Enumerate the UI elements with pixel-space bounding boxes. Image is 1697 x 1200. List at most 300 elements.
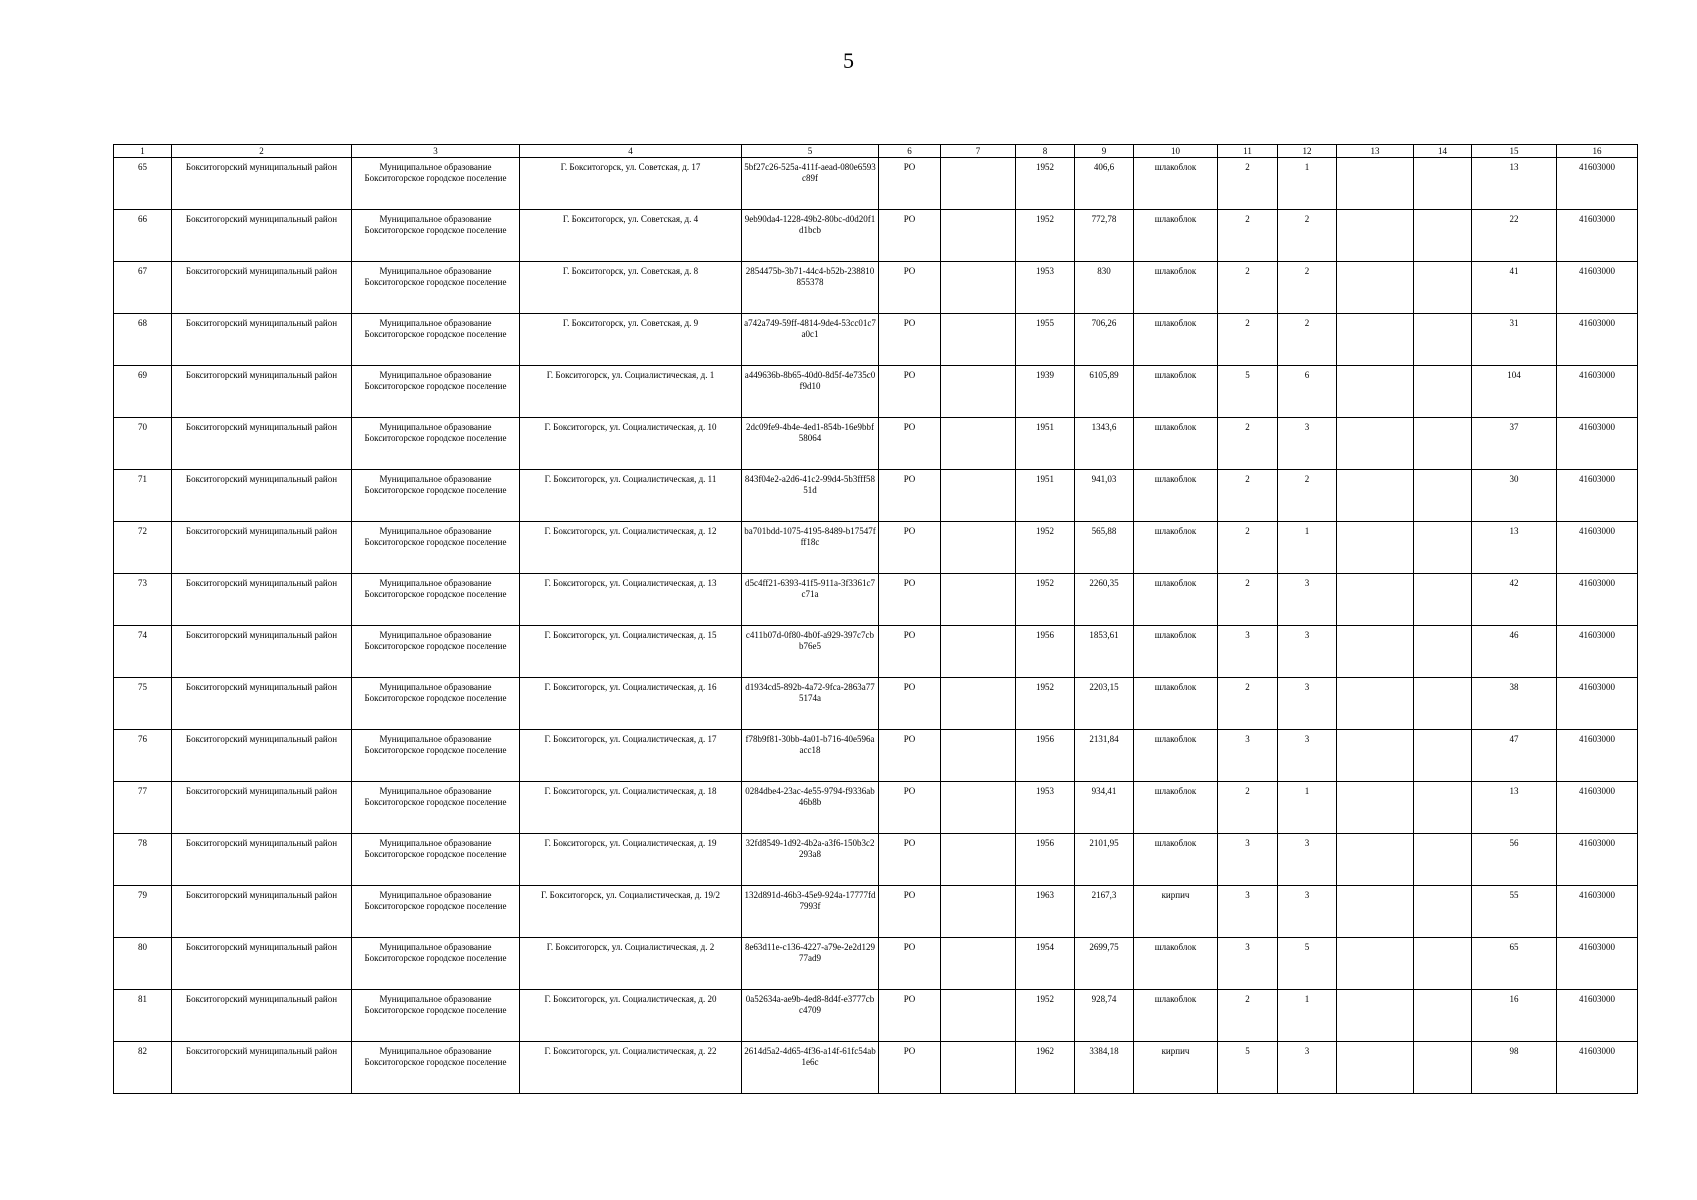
cell-build-year: 1951 (1016, 470, 1075, 522)
cell-oktmo-code: 41603000 (1557, 314, 1638, 366)
cell-col-7 (941, 366, 1016, 418)
column-header-3: 3 (352, 145, 520, 158)
cell-col-7 (941, 626, 1016, 678)
cell-house-guid: a449636b-8b65-40d0-8d5f-4e735c0f9d10 (742, 366, 879, 418)
cell-col-13 (1337, 730, 1414, 782)
cell-residents-count: 31 (1472, 314, 1557, 366)
cell-col-7 (941, 730, 1016, 782)
cell-row-number: 80 (114, 938, 172, 990)
cell-build-year: 1952 (1016, 990, 1075, 1042)
cell-residents-count: 22 (1472, 210, 1557, 262)
cell-wall-material: шлакоблок (1134, 522, 1218, 574)
column-header-1: 1 (114, 145, 172, 158)
cell-municipal-district: Бокситогорский муниципальный район (172, 262, 352, 314)
cell-house-guid: d1934cd5-892b-4a72-9fca-2863a775174a (742, 678, 879, 730)
cell-management-form: РО (879, 262, 941, 314)
cell-residents-count: 30 (1472, 470, 1557, 522)
cell-residents-count: 38 (1472, 678, 1557, 730)
cell-col-14 (1414, 938, 1472, 990)
cell-house-guid: 8e63d11e-c136-4227-a79e-2e2d12977ad9 (742, 938, 879, 990)
cell-management-form: РО (879, 782, 941, 834)
cell-floors-min: 3 (1278, 730, 1337, 782)
cell-wall-material: шлакоблок (1134, 678, 1218, 730)
cell-row-number: 71 (114, 470, 172, 522)
cell-address: Г. Бокситогорск, ул. Советская, д. 17 (520, 158, 742, 210)
column-header-9: 9 (1075, 145, 1134, 158)
cell-floors-max: 2 (1218, 418, 1278, 470)
cell-residents-count: 13 (1472, 782, 1557, 834)
cell-build-year: 1956 (1016, 834, 1075, 886)
cell-wall-material: шлакоблок (1134, 158, 1218, 210)
cell-house-guid: 0a52634a-ae9b-4ed8-8d4f-e3777cbc4709 (742, 990, 879, 1042)
column-header-4: 4 (520, 145, 742, 158)
cell-wall-material: шлакоблок (1134, 782, 1218, 834)
cell-municipal-district: Бокситогорский муниципальный район (172, 314, 352, 366)
cell-municipal-district: Бокситогорский муниципальный район (172, 834, 352, 886)
cell-col-14 (1414, 626, 1472, 678)
cell-residents-count: 13 (1472, 522, 1557, 574)
cell-wall-material: шлакоблок (1134, 470, 1218, 522)
cell-management-form: РО (879, 626, 941, 678)
cell-management-form: РО (879, 366, 941, 418)
column-header-2: 2 (172, 145, 352, 158)
table-row (114, 678, 1638, 730)
cell-oktmo-code: 41603000 (1557, 990, 1638, 1042)
cell-floors-max: 2 (1218, 470, 1278, 522)
column-header-13: 13 (1337, 145, 1414, 158)
cell-build-year: 1953 (1016, 782, 1075, 834)
page-number: 5 (843, 48, 854, 73)
cell-oktmo-code: 41603000 (1557, 1042, 1638, 1094)
cell-wall-material: шлакоблок (1134, 314, 1218, 366)
cell-management-form: РО (879, 938, 941, 990)
column-header-6: 6 (879, 145, 941, 158)
column-header-15: 15 (1472, 145, 1557, 158)
cell-total-area: 2101,95 (1075, 834, 1134, 886)
cell-col-13 (1337, 314, 1414, 366)
cell-municipal-district: Бокситогорский муниципальный район (172, 1042, 352, 1094)
cell-total-area: 565,88 (1075, 522, 1134, 574)
cell-row-number: 67 (114, 262, 172, 314)
cell-row-number: 82 (114, 1042, 172, 1094)
cell-residents-count: 13 (1472, 158, 1557, 210)
cell-total-area: 2131,84 (1075, 730, 1134, 782)
cell-address: Г. Бокситогорск, ул. Советская, д. 8 (520, 262, 742, 314)
cell-total-area: 1853,61 (1075, 626, 1134, 678)
cell-address: Г. Бокситогорск, ул. Социалистическая, д. 22 (520, 1042, 742, 1094)
cell-col-14 (1414, 1042, 1472, 1094)
table-row (114, 262, 1638, 314)
cell-municipal-formation: Муниципальное образование Бокситогорское городское поселение (352, 418, 520, 470)
cell-house-guid: ba701bdd-1075-4195-8489-b17547fff18c (742, 522, 879, 574)
cell-oktmo-code: 41603000 (1557, 730, 1638, 782)
cell-col-14 (1414, 262, 1472, 314)
cell-col-13 (1337, 1042, 1414, 1094)
cell-oktmo-code: 41603000 (1557, 418, 1638, 470)
cell-floors-max: 3 (1218, 886, 1278, 938)
cell-floors-max: 3 (1218, 834, 1278, 886)
cell-management-form: РО (879, 834, 941, 886)
cell-total-area: 2260,35 (1075, 574, 1134, 626)
cell-row-number: 74 (114, 626, 172, 678)
cell-house-guid: 2dc09fe9-4b4e-4ed1-854b-16e9bbf58064 (742, 418, 879, 470)
cell-municipal-formation: Муниципальное образование Бокситогорское городское поселение (352, 834, 520, 886)
cell-total-area: 2203,15 (1075, 678, 1134, 730)
cell-floors-min: 2 (1278, 262, 1337, 314)
cell-col-7 (941, 158, 1016, 210)
cell-build-year: 1952 (1016, 522, 1075, 574)
cell-col-7 (941, 574, 1016, 626)
cell-oktmo-code: 41603000 (1557, 262, 1638, 314)
cell-col-14 (1414, 314, 1472, 366)
cell-row-number: 66 (114, 210, 172, 262)
cell-floors-min: 5 (1278, 938, 1337, 990)
cell-floors-min: 3 (1278, 1042, 1337, 1094)
column-header-7: 7 (941, 145, 1016, 158)
cell-municipal-district: Бокситогорский муниципальный район (172, 626, 352, 678)
cell-build-year: 1955 (1016, 314, 1075, 366)
cell-house-guid: f78b9f81-30bb-4a01-b716-40e596aacc18 (742, 730, 879, 782)
cell-municipal-formation: Муниципальное образование Бокситогорское городское поселение (352, 678, 520, 730)
cell-row-number: 76 (114, 730, 172, 782)
cell-municipal-district: Бокситогорский муниципальный район (172, 782, 352, 834)
cell-management-form: РО (879, 574, 941, 626)
cell-col-13 (1337, 418, 1414, 470)
cell-floors-min: 3 (1278, 678, 1337, 730)
cell-wall-material: шлакоблок (1134, 210, 1218, 262)
cell-row-number: 65 (114, 158, 172, 210)
cell-address: Г. Бокситогорск, ул. Социалистическая, д. 18 (520, 782, 742, 834)
cell-address: Г. Бокситогорск, ул. Социалистическая, д. 10 (520, 418, 742, 470)
cell-oktmo-code: 41603000 (1557, 210, 1638, 262)
cell-residents-count: 98 (1472, 1042, 1557, 1094)
cell-floors-max: 3 (1218, 938, 1278, 990)
column-header-5: 5 (742, 145, 879, 158)
cell-floors-min: 2 (1278, 210, 1337, 262)
cell-build-year: 1939 (1016, 366, 1075, 418)
cell-floors-max: 2 (1218, 990, 1278, 1042)
cell-floors-min: 1 (1278, 990, 1337, 1042)
cell-row-number: 68 (114, 314, 172, 366)
cell-col-7 (941, 262, 1016, 314)
cell-row-number: 75 (114, 678, 172, 730)
cell-management-form: РО (879, 990, 941, 1042)
cell-build-year: 1954 (1016, 938, 1075, 990)
cell-col-7 (941, 210, 1016, 262)
cell-floors-max: 2 (1218, 678, 1278, 730)
cell-floors-min: 1 (1278, 158, 1337, 210)
cell-floors-max: 2 (1218, 262, 1278, 314)
cell-total-area: 406,6 (1075, 158, 1134, 210)
cell-col-13 (1337, 574, 1414, 626)
cell-oktmo-code: 41603000 (1557, 522, 1638, 574)
cell-municipal-district: Бокситогорский муниципальный район (172, 574, 352, 626)
cell-residents-count: 37 (1472, 418, 1557, 470)
cell-municipal-formation: Муниципальное образование Бокситогорское городское поселение (352, 262, 520, 314)
cell-col-14 (1414, 210, 1472, 262)
cell-col-14 (1414, 158, 1472, 210)
cell-row-number: 73 (114, 574, 172, 626)
cell-row-number: 81 (114, 990, 172, 1042)
cell-col-7 (941, 1042, 1016, 1094)
cell-wall-material: шлакоблок (1134, 626, 1218, 678)
table-row (114, 990, 1638, 1042)
cell-col-14 (1414, 990, 1472, 1042)
cell-col-13 (1337, 522, 1414, 574)
cell-address: Г. Бокситогорск, ул. Социалистическая, д. 11 (520, 470, 742, 522)
cell-total-area: 2167,3 (1075, 886, 1134, 938)
table-row (114, 1042, 1638, 1094)
cell-col-7 (941, 834, 1016, 886)
table-row (114, 782, 1638, 834)
cell-address: Г. Бокситогорск, ул. Социалистическая, д. 13 (520, 574, 742, 626)
cell-wall-material: кирпич (1134, 886, 1218, 938)
cell-col-14 (1414, 366, 1472, 418)
cell-oktmo-code: 41603000 (1557, 782, 1638, 834)
cell-house-guid: 9eb90da4-1228-49b2-80bc-d0d20f1d1bcb (742, 210, 879, 262)
cell-municipal-district: Бокситогорский муниципальный район (172, 938, 352, 990)
table-row (114, 418, 1638, 470)
cell-management-form: РО (879, 678, 941, 730)
cell-col-13 (1337, 470, 1414, 522)
cell-address: Г. Бокситогорск, ул. Социалистическая, д. 1 (520, 366, 742, 418)
cell-municipal-formation: Муниципальное образование Бокситогорское городское поселение (352, 522, 520, 574)
cell-municipal-district: Бокситогорский муниципальный район (172, 886, 352, 938)
cell-floors-max: 2 (1218, 522, 1278, 574)
cell-oktmo-code: 41603000 (1557, 678, 1638, 730)
cell-municipal-formation: Муниципальное образование Бокситогорское городское поселение (352, 886, 520, 938)
cell-management-form: РО (879, 1042, 941, 1094)
column-header-8: 8 (1016, 145, 1075, 158)
cell-municipal-district: Бокситогорский муниципальный район (172, 470, 352, 522)
cell-col-13 (1337, 834, 1414, 886)
cell-total-area: 706,26 (1075, 314, 1134, 366)
cell-build-year: 1952 (1016, 158, 1075, 210)
cell-col-13 (1337, 626, 1414, 678)
cell-wall-material: шлакоблок (1134, 262, 1218, 314)
cell-management-form: РО (879, 158, 941, 210)
cell-house-guid: c411b07d-0f80-4b0f-a929-397c7cbb76e5 (742, 626, 879, 678)
cell-floors-min: 3 (1278, 834, 1337, 886)
cell-col-7 (941, 678, 1016, 730)
cell-build-year: 1952 (1016, 678, 1075, 730)
cell-house-guid: 32fd8549-1d92-4b2a-a3f6-150b3c2293a8 (742, 834, 879, 886)
cell-col-7 (941, 886, 1016, 938)
cell-floors-min: 2 (1278, 470, 1337, 522)
cell-floors-min: 6 (1278, 366, 1337, 418)
cell-management-form: РО (879, 418, 941, 470)
cell-residents-count: 104 (1472, 366, 1557, 418)
cell-total-area: 934,41 (1075, 782, 1134, 834)
cell-col-13 (1337, 366, 1414, 418)
cell-municipal-district: Бокситогорский муниципальный район (172, 678, 352, 730)
cell-residents-count: 41 (1472, 262, 1557, 314)
cell-municipal-formation: Муниципальное образование Бокситогорское городское поселение (352, 990, 520, 1042)
cell-floors-max: 3 (1218, 626, 1278, 678)
column-header-12: 12 (1278, 145, 1337, 158)
cell-house-guid: 2614d5a2-4d65-4f36-a14f-61fc54ab1e6c (742, 1042, 879, 1094)
cell-col-7 (941, 990, 1016, 1042)
cell-wall-material: шлакоблок (1134, 834, 1218, 886)
cell-floors-min: 3 (1278, 626, 1337, 678)
cell-oktmo-code: 41603000 (1557, 470, 1638, 522)
cell-col-14 (1414, 834, 1472, 886)
cell-col-7 (941, 522, 1016, 574)
cell-house-guid: 132d891d-46b3-45e9-924a-17777fd7993f (742, 886, 879, 938)
cell-house-guid: a742a749-59ff-4814-9de4-53cc01c7a0c1 (742, 314, 879, 366)
column-header-10: 10 (1134, 145, 1218, 158)
cell-floors-min: 3 (1278, 418, 1337, 470)
cell-floors-min: 1 (1278, 522, 1337, 574)
cell-total-area: 1343,6 (1075, 418, 1134, 470)
table-row (114, 834, 1638, 886)
cell-oktmo-code: 41603000 (1557, 574, 1638, 626)
cell-col-7 (941, 938, 1016, 990)
cell-residents-count: 56 (1472, 834, 1557, 886)
cell-municipal-formation: Муниципальное образование Бокситогорское городское поселение (352, 938, 520, 990)
cell-col-7 (941, 470, 1016, 522)
cell-floors-max: 2 (1218, 210, 1278, 262)
cell-build-year: 1956 (1016, 626, 1075, 678)
cell-oktmo-code: 41603000 (1557, 158, 1638, 210)
cell-floors-min: 3 (1278, 574, 1337, 626)
cell-col-13 (1337, 886, 1414, 938)
table-row (114, 470, 1638, 522)
cell-oktmo-code: 41603000 (1557, 834, 1638, 886)
cell-floors-min: 3 (1278, 886, 1337, 938)
cell-address: Г. Бокситогорск, ул. Советская, д. 4 (520, 210, 742, 262)
cell-wall-material: шлакоблок (1134, 990, 1218, 1042)
cell-municipal-district: Бокситогорский муниципальный район (172, 158, 352, 210)
table-row (114, 730, 1638, 782)
table-row (114, 522, 1638, 574)
column-header-14: 14 (1414, 145, 1472, 158)
cell-management-form: РО (879, 314, 941, 366)
cell-total-area: 2699,75 (1075, 938, 1134, 990)
cell-floors-min: 1 (1278, 782, 1337, 834)
cell-col-14 (1414, 886, 1472, 938)
cell-col-14 (1414, 418, 1472, 470)
cell-residents-count: 65 (1472, 938, 1557, 990)
cell-floors-max: 5 (1218, 366, 1278, 418)
cell-municipal-district: Бокситогорский муниципальный район (172, 366, 352, 418)
cell-wall-material: шлакоблок (1134, 730, 1218, 782)
cell-col-7 (941, 782, 1016, 834)
header-row (114, 145, 1638, 158)
cell-wall-material: кирпич (1134, 1042, 1218, 1094)
cell-house-guid: d5c4ff21-6393-41f5-911a-3f3361c7c71a (742, 574, 879, 626)
table-body (114, 158, 1638, 1094)
cell-floors-max: 2 (1218, 314, 1278, 366)
cell-municipal-formation: Муниципальное образование Бокситогорское городское поселение (352, 782, 520, 834)
cell-address: Г. Бокситогорск, ул. Социалистическая, д. 2 (520, 938, 742, 990)
cell-floors-min: 2 (1278, 314, 1337, 366)
cell-oktmo-code: 41603000 (1557, 938, 1638, 990)
cell-municipal-formation: Муниципальное образование Бокситогорское городское поселение (352, 1042, 520, 1094)
cell-address: Г. Бокситогорск, ул. Социалистическая, д. 20 (520, 990, 742, 1042)
column-header-16: 16 (1557, 145, 1638, 158)
cell-row-number: 77 (114, 782, 172, 834)
cell-management-form: РО (879, 470, 941, 522)
cell-management-form: РО (879, 210, 941, 262)
cell-build-year: 1953 (1016, 262, 1075, 314)
housing-registry-table (113, 144, 1638, 1094)
cell-wall-material: шлакоблок (1134, 574, 1218, 626)
cell-house-guid: 5bf27c26-525a-411f-aead-080e6593c89f (742, 158, 879, 210)
cell-municipal-district: Бокситогорский муниципальный район (172, 522, 352, 574)
cell-floors-max: 3 (1218, 730, 1278, 782)
cell-municipal-formation: Муниципальное образование Бокситогорское городское поселение (352, 210, 520, 262)
cell-address: Г. Бокситогорск, ул. Социалистическая, д. 16 (520, 678, 742, 730)
cell-wall-material: шлакоблок (1134, 366, 1218, 418)
cell-municipal-formation: Муниципальное образование Бокситогорское городское поселение (352, 314, 520, 366)
cell-address: Г. Бокситогорск, ул. Социалистическая, д. 19/2 (520, 886, 742, 938)
cell-address: Г. Бокситогорск, ул. Социалистическая, д. 15 (520, 626, 742, 678)
cell-col-13 (1337, 938, 1414, 990)
cell-col-13 (1337, 678, 1414, 730)
cell-build-year: 1956 (1016, 730, 1075, 782)
cell-residents-count: 47 (1472, 730, 1557, 782)
cell-oktmo-code: 41603000 (1557, 886, 1638, 938)
cell-municipal-formation: Муниципальное образование Бокситогорское городское поселение (352, 626, 520, 678)
cell-col-13 (1337, 210, 1414, 262)
cell-col-14 (1414, 782, 1472, 834)
cell-col-14 (1414, 470, 1472, 522)
cell-wall-material: шлакоблок (1134, 418, 1218, 470)
cell-municipal-formation: Муниципальное образование Бокситогорское городское поселение (352, 366, 520, 418)
cell-col-14 (1414, 574, 1472, 626)
cell-total-area: 6105,89 (1075, 366, 1134, 418)
cell-residents-count: 16 (1472, 990, 1557, 1042)
cell-row-number: 72 (114, 522, 172, 574)
cell-row-number: 78 (114, 834, 172, 886)
cell-municipal-formation: Муниципальное образование Бокситогорское городское поселение (352, 730, 520, 782)
cell-col-13 (1337, 990, 1414, 1042)
cell-municipal-district: Бокситогорский муниципальный район (172, 990, 352, 1042)
column-header-11: 11 (1218, 145, 1278, 158)
cell-col-14 (1414, 522, 1472, 574)
table-row (114, 938, 1638, 990)
cell-house-guid: 843f04e2-a2d6-41c2-99d4-5b3fff5851d (742, 470, 879, 522)
cell-col-7 (941, 418, 1016, 470)
cell-residents-count: 42 (1472, 574, 1557, 626)
cell-floors-max: 5 (1218, 1042, 1278, 1094)
cell-address: Г. Бокситогорск, ул. Социалистическая, д. 12 (520, 522, 742, 574)
cell-col-13 (1337, 782, 1414, 834)
cell-residents-count: 55 (1472, 886, 1557, 938)
cell-house-guid: 0284dbe4-23ac-4e55-9794-f9336ab46b8b (742, 782, 879, 834)
cell-total-area: 3384,18 (1075, 1042, 1134, 1094)
cell-management-form: РО (879, 886, 941, 938)
cell-municipal-formation: Муниципальное образование Бокситогорское городское поселение (352, 158, 520, 210)
table-row (114, 626, 1638, 678)
cell-municipal-district: Бокситогорский муниципальный район (172, 730, 352, 782)
cell-build-year: 1951 (1016, 418, 1075, 470)
cell-house-guid: 2854475b-3b71-44c4-b52b-238810855378 (742, 262, 879, 314)
cell-municipal-district: Бокситогорский муниципальный район (172, 210, 352, 262)
table-row (114, 210, 1638, 262)
cell-build-year: 1952 (1016, 210, 1075, 262)
cell-build-year: 1962 (1016, 1042, 1075, 1094)
cell-total-area: 772,78 (1075, 210, 1134, 262)
cell-address: Г. Бокситогорск, ул. Советская, д. 9 (520, 314, 742, 366)
cell-address: Г. Бокситогорск, ул. Социалистическая, д. 19 (520, 834, 742, 886)
cell-management-form: РО (879, 522, 941, 574)
cell-total-area: 830 (1075, 262, 1134, 314)
table-row (114, 314, 1638, 366)
cell-municipal-formation: Муниципальное образование Бокситогорское городское поселение (352, 574, 520, 626)
cell-floors-max: 2 (1218, 574, 1278, 626)
